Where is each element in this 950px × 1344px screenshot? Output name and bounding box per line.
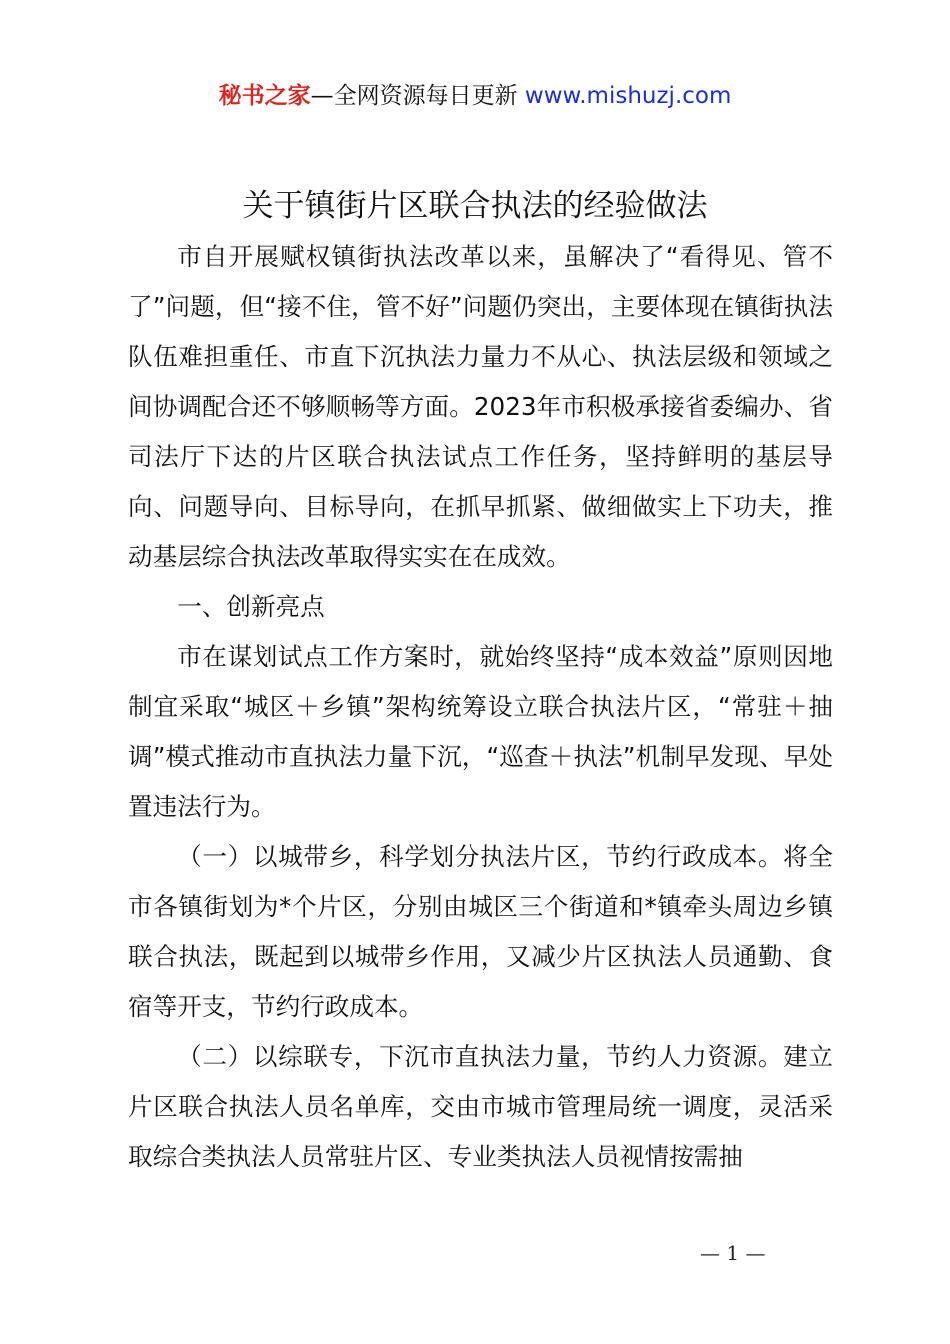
site-header — [0, 80, 950, 112]
document-body — [128, 232, 833, 1182]
paragraph-intro: 市自开展赋权镇街执法改革以来，虽解决了“看得见、管不了”问题，但“接不住，管不好”问题仍突出，主要体现在镇街执法队伍难担重任、市直下沉执法力量力不从心、执法层级和领域之间协调配合还不够顺畅等方面。2023年市积极承接省委编办、省司法厅下达的片区联合执法试点工作任务，坚持鲜明的基层导向、问题导向、目标导向，在抓早抓紧、做细做实上下功夫，推动基层综合执法改革取得实实在在成效。 — [128, 242, 833, 571]
paragraph-point-1: （一）以城带乡，科学划分执法片区，节约行政成本。将全市各镇街划为*个片区，分别由城区三个街道和*镇牵头周边乡镇联合执法，既起到以城带乡作用，又减少片区执法人员通勤、食宿等开支，节约行政成本。 — [128, 842, 833, 1021]
document-title: 关于镇街片区联合执法的经验做法 — [242, 188, 708, 224]
paragraph-point-2: （二）以综联专，下沉市直执法力量，节约人力资源。建立片区联合执法人员名单库，交由市城市管理局统一调度，灵活采取综合类执法人员常驻片区、专业类执法人员视情按需抽 — [128, 1042, 833, 1171]
brand-name: 秘书之家 — [218, 83, 311, 109]
section-heading: 一、创新亮点 — [177, 592, 325, 621]
page-number: — 1 — — [700, 1241, 766, 1265]
header-slogan: —全网资源每日更新 — [310, 83, 525, 109]
paragraph-overview: 市在谋划试点工作方案时，就始终坚持“成本效益”原则因地制宜采取“城区＋乡镇”架构统筹设立联合执法片区，“常驻＋抽调”模式推动市直执法力量下沉，“巡查＋执法”机制早发现、早处置违法行为。 — [128, 642, 833, 821]
site-url-link[interactable]: www.mishuzj.com — [524, 83, 732, 109]
